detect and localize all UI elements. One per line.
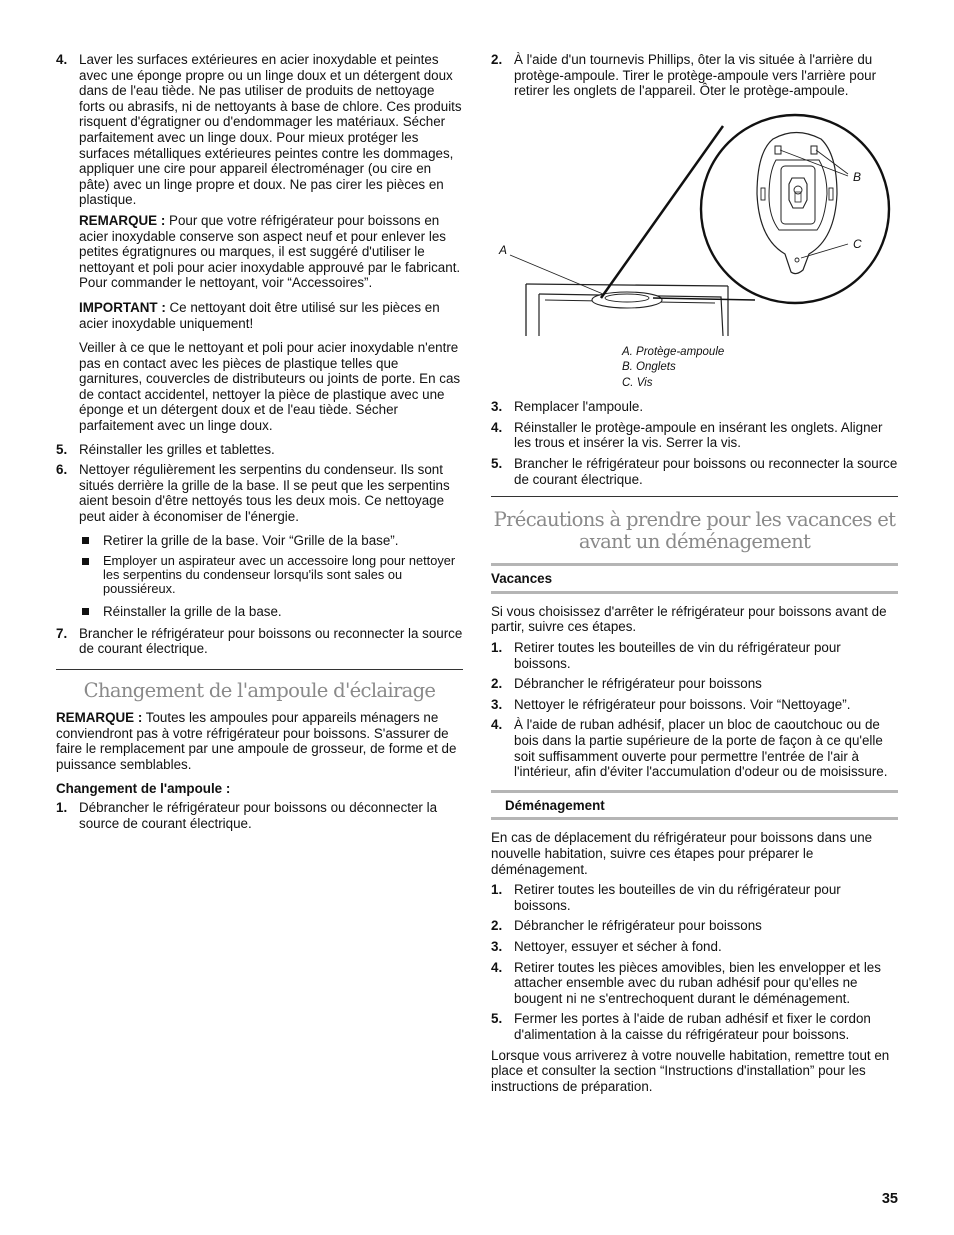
demenagement-step	[491, 960, 898, 1007]
section-title-vacation-moving: Précautions à prendre pour les vacances et avant un déménagement	[493, 508, 896, 554]
step-6-clean-condenser	[56, 462, 463, 524]
section-title-bulb-change: Changement de l'ampoule d'éclairage	[83, 679, 436, 702]
step-number: 2.	[491, 918, 503, 934]
step-number: 3.	[491, 696, 503, 712]
step-text: Nettoyer régulièrement les serpentins du condenseur. Ils sont situés derrière la grille de la base. Il se peut que les serpentins aient besoin d'être nettoyés tous les deux mois. Ce nettoyage peut aider à économiser de l'énergie.	[79, 462, 450, 525]
note-text: Pour que votre réfrigérateur pour boissons en acier inoxydable conserve son aspect neuf et pour enlever les petites égratignures ou marques, il est suggéré d'utiliser le nettoyant et poli pour acier inoxydable approuvé par le fabricant. Pour commander le nettoyant, voir “Accessoires”.	[79, 212, 461, 291]
step-text: À l'aide de ruban adhésif, placer un bloc de caoutchouc ou de bois dans la partie supérieure de la porte de façon à ce qu'elle soit suffisamment ouverte pour permettre l'entrée de l'air à l'intérieur, afin d'éviter l'accumulation d'odeur ou de moisissure.	[514, 717, 888, 780]
step-text: Débrancher le réfrigérateur pour boissons ou déconnecter la source de courant électrique.	[79, 799, 438, 831]
caption-c: C. Vis	[622, 376, 653, 389]
important-text: Ce nettoyant doit être utilisé sur les pièces en acier inoxydable uniquement!	[79, 299, 440, 331]
step-text: Retirer toutes les pièces amovibles, bien les envelopper et les attacher ensemble avec du ruban adhésif pour qu'elles ne bougent ni ne s'entrechoquent durant le déménagement.	[514, 959, 881, 1006]
label-a: A	[499, 242, 508, 257]
demenagement-intro: En cas de déplacement du réfrigérateur pour boissons dans une nouvelle habitation, suivre ces étapes pour préparer le déménagement.	[491, 830, 873, 877]
demenagement-closing: Lorsque vous arriverez à votre nouvelle habitation, remettre tout en place et consulter la section “Instructions d'installation” pour les instructions de préparation.	[491, 1047, 890, 1094]
step-text: Réinstaller les grilles et tablettes.	[79, 441, 275, 457]
bullet-square-icon	[82, 558, 89, 565]
bulb-step-4	[491, 420, 898, 451]
step-number: 5.	[491, 1011, 503, 1027]
section-divider	[56, 669, 463, 670]
bulb-step-5	[491, 456, 898, 487]
subheading-vacances: Vacances	[491, 563, 898, 594]
bullet-text: Retirer la grille de la base. Voir “Grille de la base”.	[103, 532, 399, 548]
step-text: Nettoyer, essuyer et sécher à fond.	[514, 938, 722, 954]
vacances-step	[491, 717, 898, 779]
bulb-step-3	[491, 399, 898, 415]
step-number: 5.	[491, 456, 503, 472]
step-number: 4.	[491, 959, 503, 975]
label-b: B	[853, 169, 862, 184]
important-label: IMPORTANT :	[79, 299, 166, 315]
label-c: C	[853, 236, 862, 251]
demenagement-step	[491, 939, 898, 955]
demenagement-step	[491, 918, 898, 934]
step-number: 1.	[56, 799, 68, 815]
subheading-changement: Changement de l'ampoule :	[56, 781, 231, 797]
page-number: 35	[881, 1191, 898, 1207]
note-label: REMARQUE :	[79, 212, 166, 228]
step-number: 2.	[491, 676, 503, 692]
note-veiller: Veiller à ce que le nettoyant et poli pour acier inoxydable n'entre pas en contact avec les pièces de plastique telles que garnitures, couvercles de distributeurs ou joints de porte. En cas de contact accidentel, nettoyer la pièce de plastique avec une éponge et un détergent doux et de l'eau tiède. Sécher parfaitement avec un linge doux.	[79, 340, 461, 434]
figure-caption	[622, 345, 898, 392]
note-remarque-bulb	[56, 710, 463, 772]
vacances-step	[491, 640, 898, 671]
bulb-cover-illustration	[491, 104, 898, 339]
step-text: Débrancher le réfrigérateur pour boissons	[514, 676, 762, 692]
step-4-clean-exterior	[56, 52, 463, 208]
step-number: 3.	[491, 938, 503, 954]
section-divider	[491, 496, 898, 497]
caption-a: A. Protège-ampoule	[622, 345, 725, 358]
step-text: Laver les surfaces extérieures en acier inoxydable et peintes avec une éponge propre ou un linge doux et un détergent doux dans de l'eau tiède. Ne pas utiliser de produits de nettoyage forts ou abrasifs, ni de nettoyants à base de chlore. Ces produits risquent d'égratigner ou d'endommager les matériaux. Sécher parfaitement avec un linge doux. Pour mieux protéger les surfaces métalliques extérieures peintes contre les dommages, appliquer une cire pour appareil électroménager (ou cire en pâte) avec un linge propre et doux. Ne pas cirer les pièces en plastique.	[79, 52, 462, 208]
vacances-intro: Si vous choisissez d'arrêter le réfrigérateur pour boissons avant de partir, suivre ces étapes.	[491, 603, 887, 635]
note-label: REMARQUE :	[56, 710, 143, 725]
left-column	[56, 52, 463, 836]
step-text: Retirer toutes les bouteilles de vin du réfrigérateur pour boissons.	[514, 640, 841, 671]
step-text: Fermer les portes à l'aide de ruban adhésif et fixer le cordon d'alimentation à la caisse du réfrigérateur pour boissons.	[514, 1011, 871, 1042]
step-text: Réinstaller le protège-ampoule en insérant les onglets. Aligner les trous et insérer la vis. Serrer la vis.	[514, 419, 883, 451]
step-text: Débrancher le réfrigérateur pour boissons	[514, 918, 762, 934]
vacances-step	[491, 697, 898, 713]
note-important	[79, 300, 463, 331]
step-number: 6.	[56, 462, 68, 478]
subheading-demenagement: Déménagement	[491, 790, 898, 821]
right-column	[491, 52, 898, 1099]
bullet-text: Réinstaller la grille de la base.	[103, 604, 282, 620]
step-number: 4.	[56, 52, 68, 67]
caption-b: B. Onglets	[622, 361, 676, 374]
step-number: 4.	[491, 717, 503, 733]
step-number: 1.	[491, 882, 503, 898]
bullet-text: Employer un aspirateur avec un accessoire long pour nettoyer les serpentins du condenseur lorsqu'ils sont sales ou poussiéreux.	[103, 553, 456, 597]
demenagement-step	[491, 1011, 898, 1042]
step-number: 1.	[491, 640, 503, 656]
note-text: Toutes les ampoules pour appareils ménagers ne conviendront pas à votre réfrigérateur pour boissons. S'assurer de faire le remplacement par une ampoule de grosseur, de forme et de puissance semblables.	[56, 710, 457, 772]
vacances-step	[491, 676, 898, 692]
step-number: 3.	[491, 399, 503, 415]
bullet-item	[56, 554, 463, 596]
step-text: Nettoyer le réfrigérateur pour boissons. Voir “Nettoyage”.	[514, 696, 851, 712]
step-text: À l'aide d'un tournevis Phillips, ôter la vis située à l'arrière du protège-ampoule. Tirer le protège-ampoule vers l'arrière pour retirer les onglets de l'appareil. Ôter le protège-ampoule.	[514, 52, 877, 99]
bullet-item	[56, 604, 463, 620]
bulb-step-1	[56, 800, 463, 831]
step-number: 2.	[491, 52, 503, 67]
step-number: 5.	[56, 441, 68, 457]
step-text: Brancher le réfrigérateur pour boissons ou reconnecter la source de courant électrique.	[514, 456, 898, 487]
step-text: Brancher le réfrigérateur pour boissons ou reconnecter la source de courant électrique.	[79, 625, 463, 657]
bullet-square-icon	[82, 608, 89, 615]
step-text: Remplacer l'ampoule.	[514, 399, 644, 415]
step-number: 7.	[56, 625, 68, 641]
demenagement-step	[491, 882, 898, 913]
bullet-square-icon	[82, 537, 89, 544]
bulb-cover-diagram	[491, 104, 898, 339]
step-text: Retirer toutes les bouteilles de vin du réfrigérateur pour boissons.	[514, 882, 841, 913]
bullet-item	[56, 533, 463, 549]
step-7-reconnect	[56, 626, 463, 657]
step-number: 4.	[491, 419, 503, 435]
note-remarque-stainless	[79, 213, 463, 291]
step-5-reinstall-shelves	[56, 442, 463, 458]
bulb-step-2	[491, 52, 898, 99]
